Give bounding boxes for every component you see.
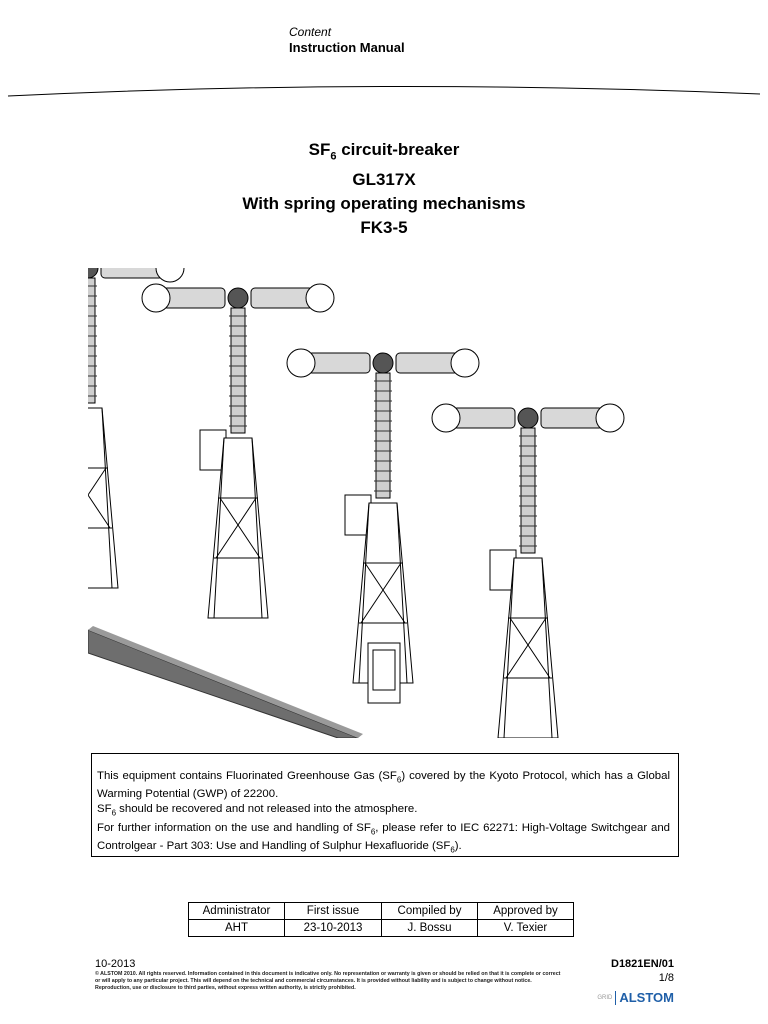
document-title-block — [0, 138, 768, 240]
notice-paragraph-recovery: $SF_6$ should be recovered and not released into the atmosphere. — [97, 803, 418, 818]
logo-text: ALSTOM — [619, 990, 674, 1005]
alstom-logo — [597, 990, 674, 1005]
notice-paragraph-gas: This equipment contains Fluorinated Greenhouse Gas $(SF_6)$ covered by the Kyoto Protocol, which has a Global Warming Potential (GWP) of 22200. — [97, 770, 671, 801]
approval-header-cell: First issue — [285, 903, 382, 920]
approval-table — [188, 902, 574, 937]
notice-paragraph-reference: For further information on the use and handling of $SF_6$, please refer to IEC 62271: High-Voltage Switchgear and Controlgear - Part 303: Use and Handling of Sulphur Hexafluoride $(SF_6)$. — [97, 821, 670, 855]
approval-value-cell: AHT — [189, 920, 285, 937]
header-section-label: Content — [289, 25, 332, 39]
title-line-product: $SF_6$ circuit-breaker — [308, 140, 460, 163]
approval-header-cell: Compiled by — [382, 903, 478, 920]
footer-document-number: D1821EN/01 — [611, 958, 674, 970]
approval-table-value-row — [189, 920, 574, 937]
title-line-mechanism: With spring operating mechanisms — [242, 194, 526, 214]
footer-copyright: © ALSTOM 2010. All rights reserved. Information contained in this document is indicative only. No representation or warranty is given or should be relied on that it is complete or correct or will apply to any particular project. This will depend on the technical and commercial circumstances. It is provided without liability and is subject to change without notice. Reproduction, use or disclosure to third parties, without express written authority, is strictly prohibited. — [95, 971, 561, 991]
footer-date: 10-2013 — [95, 958, 136, 970]
title-line-mechanism-model: FK3-5 — [360, 218, 408, 238]
approval-header-cell: Administrator — [189, 903, 285, 920]
approval-value-cell: V. Texier — [478, 920, 574, 937]
approval-value-cell: J. Bossu — [382, 920, 478, 937]
approval-header-cell: Approved by — [478, 903, 574, 920]
title-line-model: GL317X — [352, 170, 416, 190]
circuit-breaker-illustration — [88, 268, 688, 738]
header-curve-divider — [0, 78, 768, 108]
approval-value-cell: 23-10-2013 — [285, 920, 382, 937]
header-document-title: Instruction Manual — [289, 40, 405, 55]
logo-divider — [615, 991, 616, 1005]
footer-page-number: 1/8 — [658, 972, 674, 984]
approval-table-header-row — [189, 903, 574, 920]
logo-grid-label: GRID — [597, 994, 613, 1001]
sf6-notice-box — [91, 753, 679, 857]
